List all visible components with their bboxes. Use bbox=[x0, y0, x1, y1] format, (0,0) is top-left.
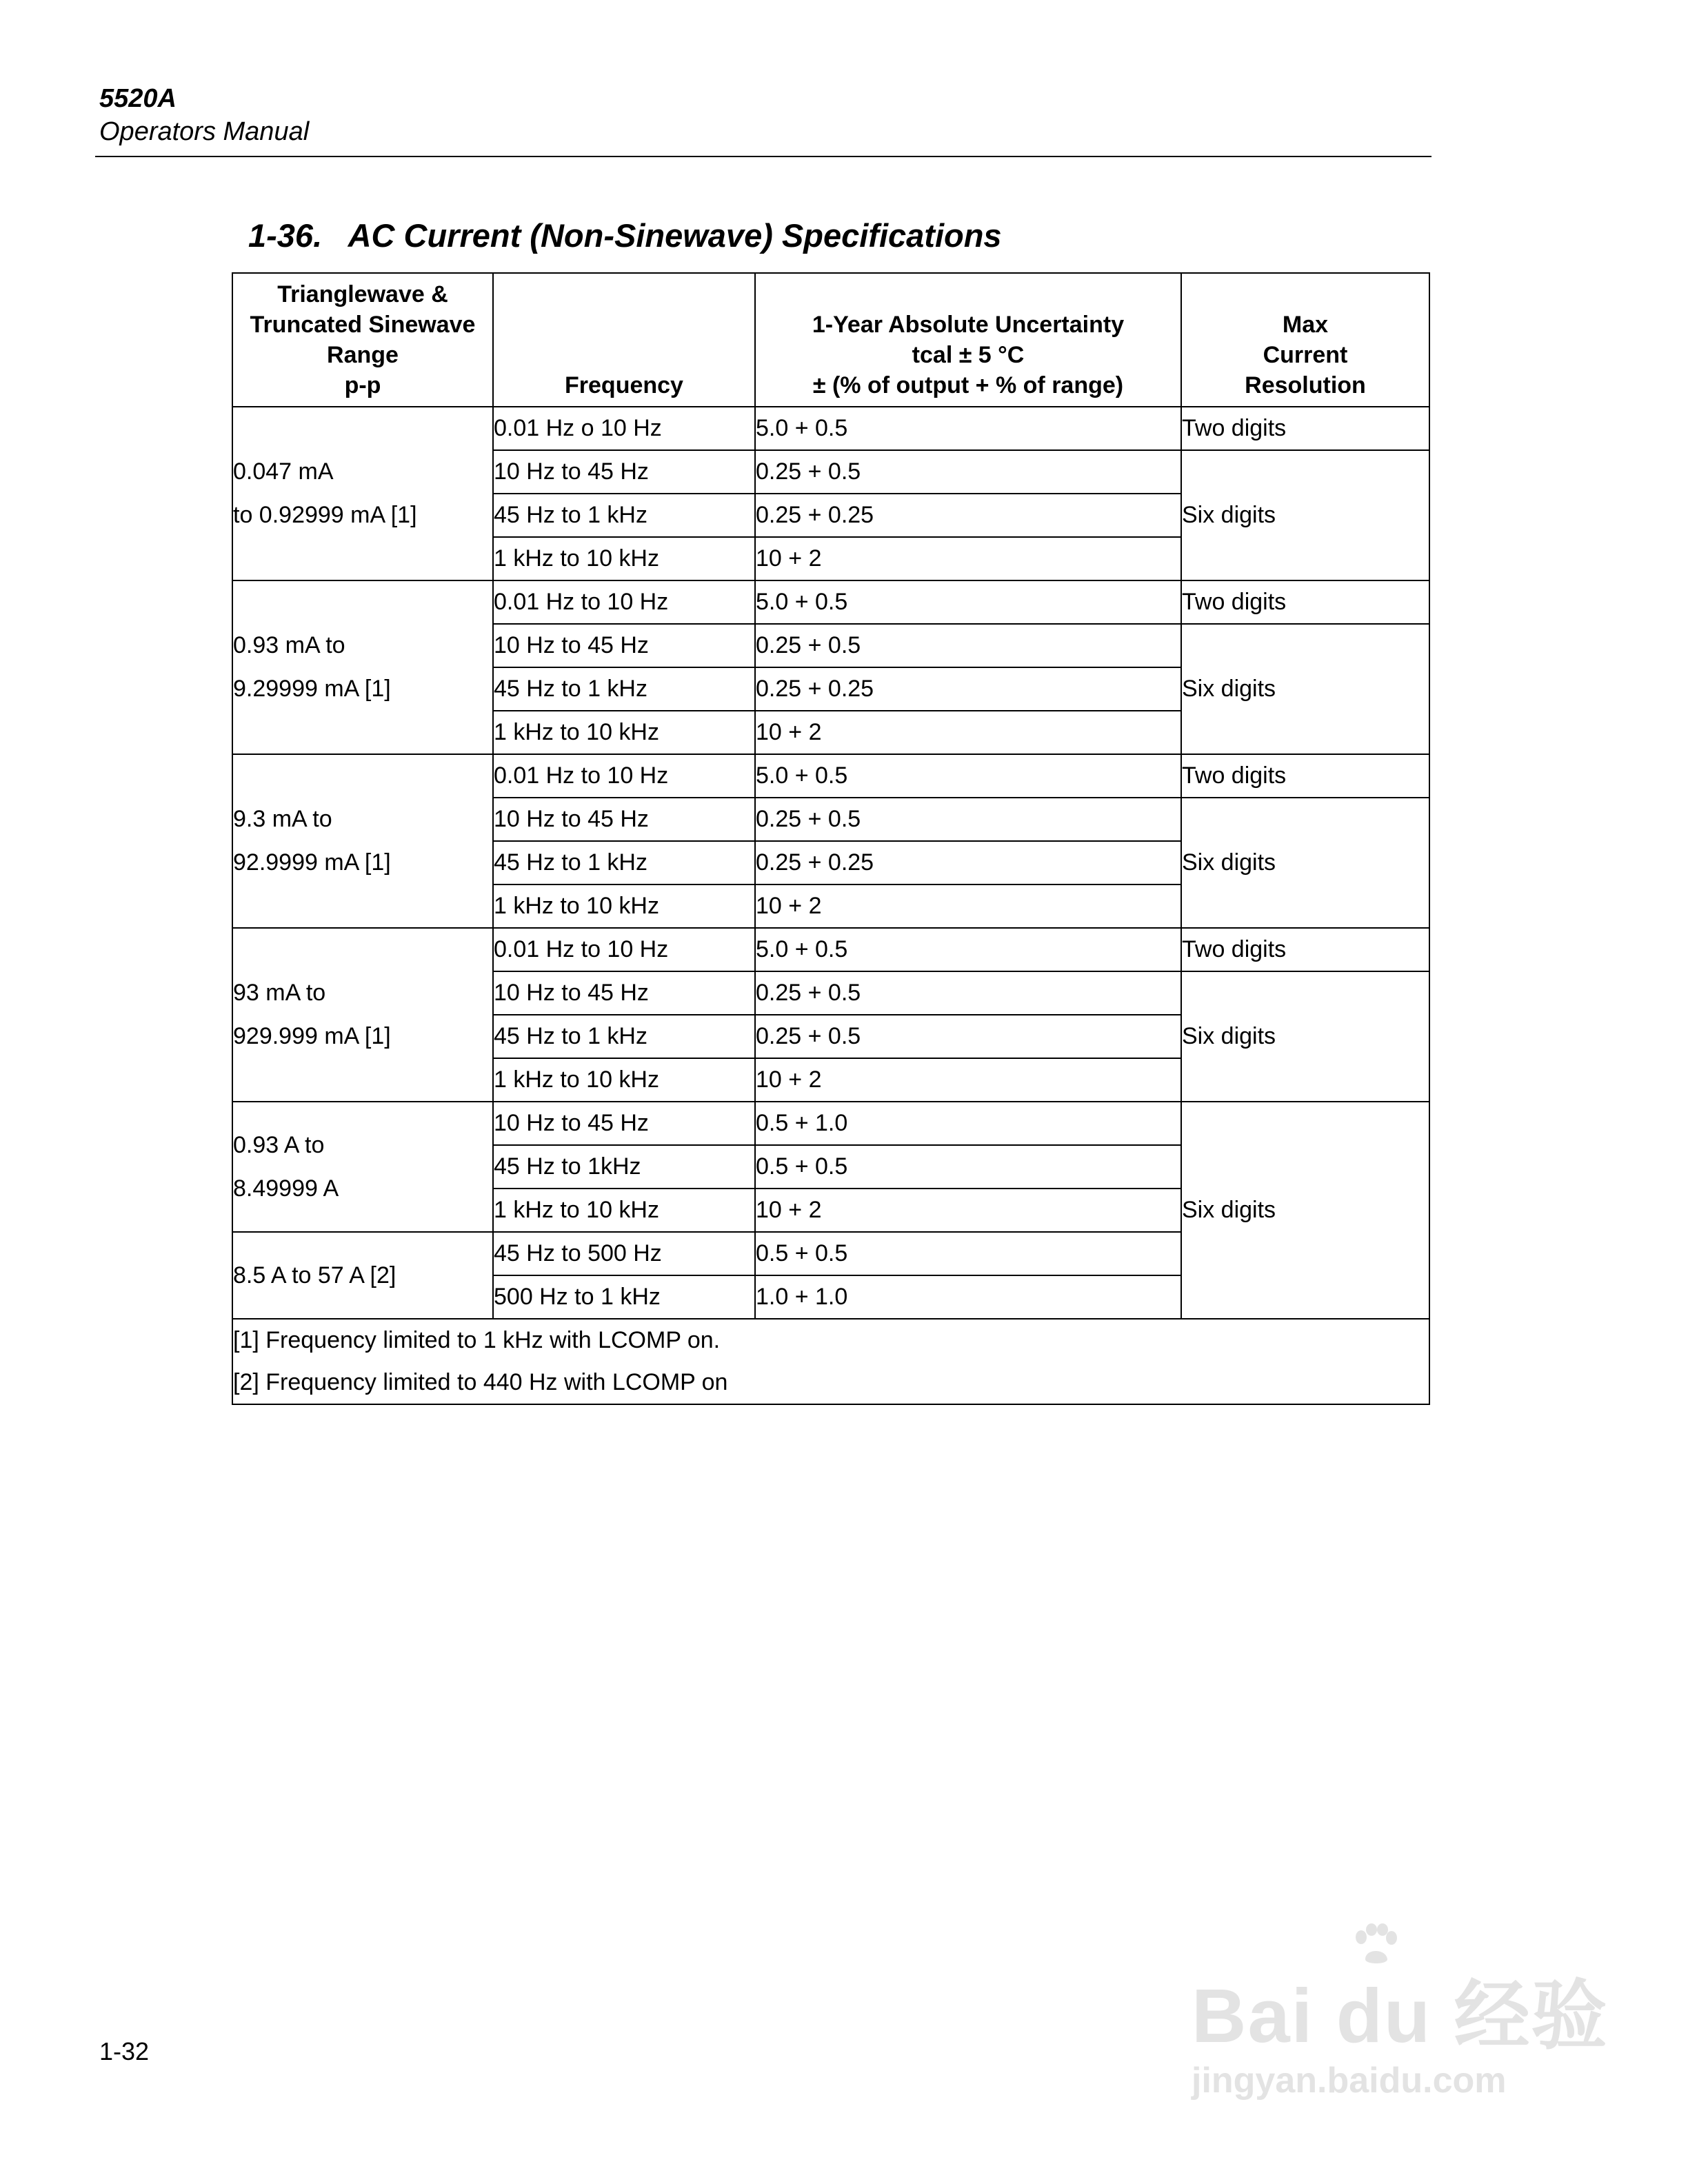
section-number: 1-36. bbox=[248, 217, 323, 254]
table-row bbox=[232, 407, 1429, 450]
baidu-paw-icon bbox=[1352, 1923, 1400, 1965]
table-header-row bbox=[232, 273, 1429, 407]
header-frequency-label: Frequency bbox=[565, 372, 683, 398]
uncertainty-cell: 10 + 2 bbox=[755, 884, 1181, 928]
page-number: 1-32 bbox=[99, 2037, 150, 2065]
header-uncertainty-line: 1-Year Absolute Uncertainty bbox=[812, 312, 1125, 338]
uncertainty-cell: 5.0 + 0.5 bbox=[755, 928, 1181, 971]
header-range-line: Range bbox=[327, 342, 399, 368]
range-line: 8.49999 A bbox=[233, 1175, 339, 1202]
frequency-cell: 45 Hz to 1 kHz bbox=[493, 667, 755, 711]
range-line: 0.93 A to bbox=[233, 1131, 325, 1158]
frequency-cell: 1 kHz to 10 kHz bbox=[493, 1189, 755, 1232]
range-line: 9.29999 mA [1] bbox=[233, 676, 391, 702]
frequency-cell: 0.01 Hz to 10 Hz bbox=[493, 580, 755, 624]
frequency-cell: 0.01 Hz o 10 Hz bbox=[493, 407, 755, 450]
frequency-cell: 10 Hz to 45 Hz bbox=[493, 624, 755, 667]
resolution-cell: Six digits bbox=[1181, 1102, 1429, 1319]
resolution-cell: Two digits bbox=[1181, 754, 1429, 798]
manual-model: 5520A bbox=[99, 84, 177, 113]
resolution-cell: Six digits bbox=[1181, 971, 1429, 1102]
frequency-cell: 0.01 Hz to 10 Hz bbox=[493, 754, 755, 798]
resolution-cell: Two digits bbox=[1181, 928, 1429, 971]
header-uncertainty bbox=[755, 273, 1181, 407]
section-heading bbox=[248, 219, 1002, 252]
range-line: 929.999 mA [1] bbox=[233, 1023, 391, 1049]
resolution-cell: Two digits bbox=[1181, 580, 1429, 624]
footnote: [2] Frequency limited to 440 Hz with LCOMP on bbox=[233, 1369, 728, 1395]
table-row bbox=[232, 928, 1429, 971]
range-cell bbox=[232, 580, 493, 754]
frequency-cell: 1 kHz to 10 kHz bbox=[493, 537, 755, 580]
watermark-site: jingyan.baidu.com bbox=[1192, 2061, 1507, 2101]
frequency-cell: 45 Hz to 1 kHz bbox=[493, 841, 755, 884]
uncertainty-cell: 5.0 + 0.5 bbox=[755, 754, 1181, 798]
frequency-cell: 45 Hz to 1 kHz bbox=[493, 494, 755, 537]
section-title: AC Current (Non-Sinewave) Specifications bbox=[348, 217, 1002, 254]
uncertainty-cell: 0.5 + 0.5 bbox=[755, 1232, 1181, 1275]
frequency-cell: 10 Hz to 45 Hz bbox=[493, 1102, 755, 1145]
table-row bbox=[232, 1102, 1429, 1145]
range-line: to 0.92999 mA [1] bbox=[233, 502, 417, 528]
header-uncertainty-line: tcal ± 5 °C bbox=[912, 342, 1025, 368]
uncertainty-cell: 10 + 2 bbox=[755, 537, 1181, 580]
frequency-cell: 0.01 Hz to 10 Hz bbox=[493, 928, 755, 971]
frequency-cell: 45 Hz to 1 kHz bbox=[493, 1015, 755, 1058]
range-line: 8.5 A to 57 A [2] bbox=[233, 1262, 396, 1288]
uncertainty-cell: 10 + 2 bbox=[755, 1058, 1181, 1102]
resolution-cell: Six digits bbox=[1181, 624, 1429, 754]
range-line: 9.3 mA to bbox=[233, 806, 332, 832]
header-range-line: p-p bbox=[344, 372, 381, 398]
header-uncertainty-line: ± (% of output + % of range) bbox=[812, 372, 1124, 398]
uncertainty-cell: 0.25 + 0.5 bbox=[755, 450, 1181, 494]
frequency-cell: 1 kHz to 10 kHz bbox=[493, 711, 755, 754]
uncertainty-cell: 0.25 + 0.5 bbox=[755, 971, 1181, 1015]
uncertainty-cell: 1.0 + 1.0 bbox=[755, 1275, 1181, 1319]
uncertainty-cell: 10 + 2 bbox=[755, 711, 1181, 754]
header-rule bbox=[95, 156, 1431, 157]
watermark-logo: Bai du 经验 bbox=[1192, 1974, 1609, 2059]
uncertainty-cell: 0.25 + 0.5 bbox=[755, 624, 1181, 667]
header-range bbox=[232, 273, 493, 407]
resolution-cell: Six digits bbox=[1181, 798, 1429, 928]
uncertainty-cell: 0.5 + 1.0 bbox=[755, 1102, 1181, 1145]
range-line: 93 mA to bbox=[233, 980, 326, 1006]
frequency-cell: 10 Hz to 45 Hz bbox=[493, 450, 755, 494]
frequency-cell: 10 Hz to 45 Hz bbox=[493, 798, 755, 841]
uncertainty-cell: 0.25 + 0.5 bbox=[755, 1015, 1181, 1058]
header-resolution bbox=[1181, 273, 1429, 407]
resolution-cell: Six digits bbox=[1181, 450, 1429, 580]
uncertainty-cell: 0.25 + 0.25 bbox=[755, 494, 1181, 537]
manual-title: Operators Manual bbox=[99, 117, 310, 146]
uncertainty-cell: 5.0 + 0.5 bbox=[755, 580, 1181, 624]
range-cell bbox=[232, 407, 493, 580]
frequency-cell: 1 kHz to 10 kHz bbox=[493, 1058, 755, 1102]
header-range-line: Trianglewave & bbox=[277, 281, 448, 307]
range-line: 92.9999 mA [1] bbox=[233, 849, 391, 876]
resolution-cell: Two digits bbox=[1181, 407, 1429, 450]
range-cell bbox=[232, 928, 493, 1102]
frequency-cell: 1 kHz to 10 kHz bbox=[493, 884, 755, 928]
range-cell bbox=[232, 1102, 493, 1232]
notes-cell bbox=[232, 1319, 1429, 1404]
uncertainty-cell: 0.25 + 0.25 bbox=[755, 667, 1181, 711]
spec-table bbox=[232, 272, 1430, 1405]
uncertainty-cell: 0.25 + 0.5 bbox=[755, 798, 1181, 841]
header-frequency bbox=[493, 273, 755, 407]
frequency-cell: 45 Hz to 1kHz bbox=[493, 1145, 755, 1189]
uncertainty-cell: 0.25 + 0.25 bbox=[755, 841, 1181, 884]
range-line: 0.047 mA bbox=[233, 458, 334, 485]
header-resolution-line: Resolution bbox=[1245, 372, 1366, 398]
range-line: 0.93 mA to bbox=[233, 632, 345, 658]
uncertainty-cell: 5.0 + 0.5 bbox=[755, 407, 1181, 450]
notes-row bbox=[232, 1319, 1429, 1404]
header-range-line: Truncated Sinewave bbox=[250, 312, 476, 338]
range-cell bbox=[232, 754, 493, 928]
table-row bbox=[232, 754, 1429, 798]
frequency-cell: 10 Hz to 45 Hz bbox=[493, 971, 755, 1015]
uncertainty-cell: 0.5 + 0.5 bbox=[755, 1145, 1181, 1189]
frequency-cell: 45 Hz to 500 Hz bbox=[493, 1232, 755, 1275]
table-row bbox=[232, 580, 1429, 624]
header-resolution-line: Max bbox=[1282, 312, 1329, 338]
frequency-cell: 500 Hz to 1 kHz bbox=[493, 1275, 755, 1319]
header-resolution-line: Current bbox=[1263, 342, 1348, 368]
footnote: [1] Frequency limited to 1 kHz with LCOMP on. bbox=[233, 1327, 721, 1353]
uncertainty-cell: 10 + 2 bbox=[755, 1189, 1181, 1232]
range-cell bbox=[232, 1232, 493, 1319]
